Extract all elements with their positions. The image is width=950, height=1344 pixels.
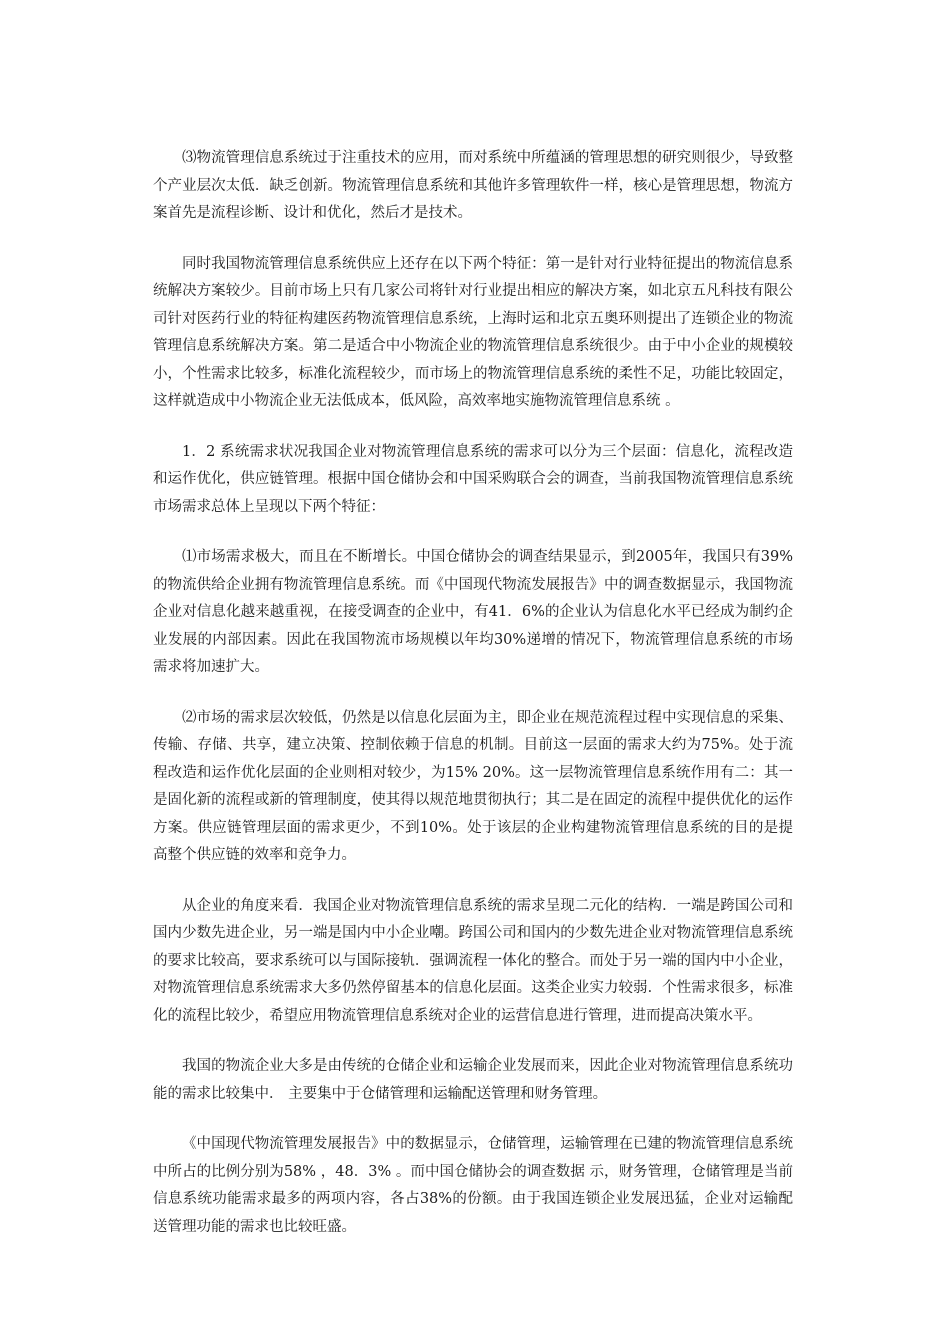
paragraph-1: ⑶物流管理信息系统过于注重技术的应用，而对系统中所蕴涵的管理思想的研究则很少，导致整个产业层次太低．缺乏创新。物流管理信息系统和其他许多管理软件一样，核心是管理思想，物流方案首先是流程诊断、设计和优化，然后才是技术。 [153, 150, 793, 221]
paragraph-5: ⑵市场的需求层次较低，仍然是以信息化层面为主，即企业在规范流程过程中实现信息的采集、传输、存储、共享，建立决策、控制依赖于信息的机制。目前这一层面的需求大约为75%。处于流程改造和运作优化层面的企业则相对较少，为15% 20%。这一层物流管理信息系统作用有二：其一是固化新的流程或新的管理制度，使其得以规范地贯彻执行；其二是在固定的流程中提供优化的运作方案。供应链管理层面的需求更少，不到10%。处于该层的企业构建物流管理信息系统的目的是提高整个供应链的效率和竞争力。 [153, 709, 793, 863]
paragraph-7: 我国的物流企业大多是由传统的仓储企业和运输企业发展而来，因此企业对物流管理信息系统功能的需求比较集中． 主要集中于仓储管理和运输配送管理和财务管理。 [153, 1058, 793, 1102]
paragraph-3: 1．2 系统需求状况我国企业对物流管理信息系统的需求可以分为三个层面：信息化，流程改造和运作优化，供应链管理。根据中国仓储协会和中国采购联合会的调查，当前我国物流管理信息系统市场需求总体上呈现以下两个特征： [153, 443, 793, 515]
paragraph-4: ⑴市场需求极大，而且在不断增长。中国仓储协会的调查结果显示，到2005年，我国只有39%的物流供给企业拥有物流管理信息系统。而《中国现代物流发展报告》中的调查数据显示，我国物流企业对信息化越来越重视，在接受调查的企业中，有41．6%的企业认为信息化水平已经成为制约企业发展的内部因素。因此在我国物流市场规模以年均30%递增的情况下，物流管理信息系统的市场需求将加速扩大。 [153, 549, 793, 675]
paragraph-6: 从企业的角度来看．我国企业对物流管理信息系统的需求呈现二元化的结构．一端是跨国公司和国内少数先进企业，另一端是国内中小企业嘲。跨国公司和国内的少数先进企业对物流管理信息系统的要求比较高，要求系统可以与国际接轨．强调流程一体化的整合。而处于另一端的国内中小企业，对物流管理信息系统需求大多仍然停留基本的信息化层面。这类企业实力较弱．个性需求很多，标准化的流程比较少，希望应用物流管理信息系统对企业的运营信息进行管理，进而提高决策水平。 [153, 897, 793, 1024]
paragraph-8: 《中国现代物流管理发展报告》中的数据显示，仓储管理，运输管理在已建的物流管理信息系统中所占的比例分别为58% ，48．3% 。而中国仓储协会的调查数据 示，财务管理，仓储管理是当前信息系统功能需求最多的两项内容，各占38%的份额。由于我国连锁企业发展迅猛，企业对运输配送管理功能的需求也比较旺盛。 [153, 1136, 793, 1235]
paragraph-2: 同时我国物流管理信息系统供应上还存在以下两个特征：第一是针对行业特征提出的物流信息系统解决方案较少。目前市场上只有几家公司将针对行业提出相应的解决方案，如北京五凡科技有限公司针对医药行业的特征构建医药物流管理信息系统，上海时运和北京五奥环则提出了连锁企业的物流管理信息系统解决方案。第二是适合中小物流企业的物流管理信息系统很少。由于中小企业的规模较小，个性需求比较多，标准化流程较少，而市场上的物流管理信息系统的柔性不足，功能比较固定，这样就造成中小物流企业无法低成本，低风险，高效率地实施物流管理信息系统 。 [153, 255, 793, 409]
document-body [153, 145, 793, 1264]
